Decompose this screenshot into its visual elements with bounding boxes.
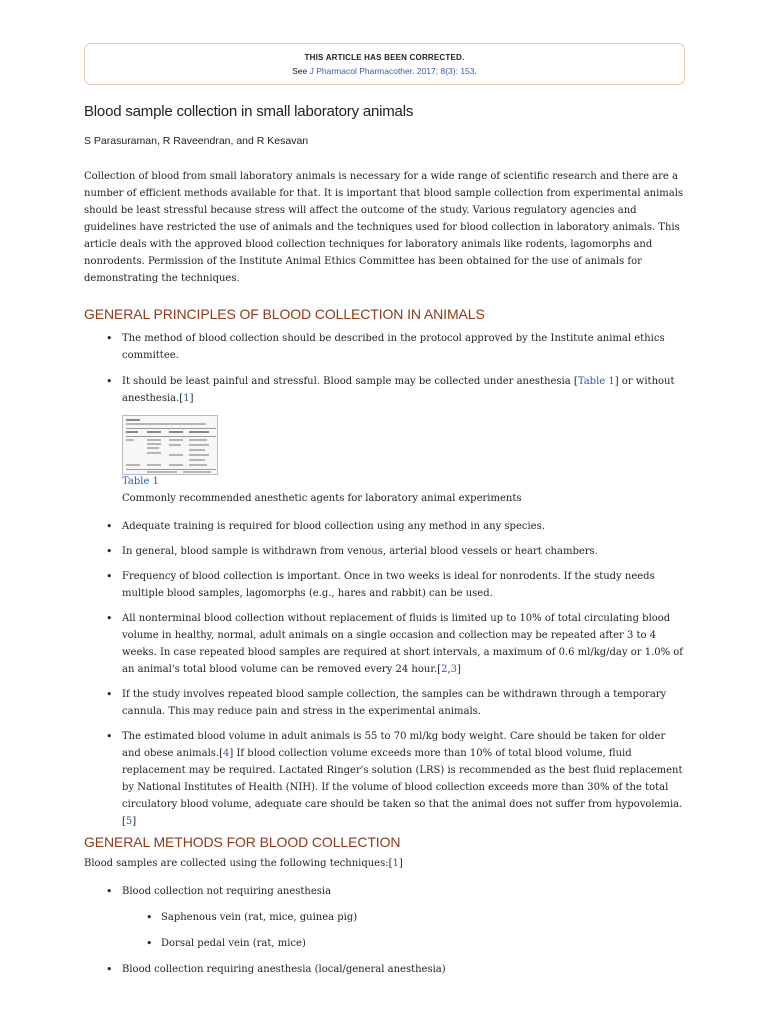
table-1-thumbnail[interactable]	[122, 415, 218, 475]
correction-notice-title: THIS ARTICLE HAS BEEN CORRECTED.	[304, 53, 465, 62]
article-title: Blood sample collection in small laboratory animals	[84, 103, 414, 120]
list-item-text: It should be least painful and stressful. Blood sample may be collected under anesthesia [	[122, 376, 578, 387]
abstract-paragraph: Collection of blood from small laboratory animals is necessary for a wide range of scientific research and there are a number of efficient methods available for that. It is important that blood sample collection from experimental animals should be least stressful because stress will affect the outcome of the study. Various regulatory agencies and guidelines have restricted the use of animals and the techniques used for blood collection in laboratory animals. This article deals with the approved blood collection techniques for laboratory animals like rodents, lagomorphs and nonrodents. Permission of the Institute Animal Ethics Committee has been obtained for the use of animals for demonstrating the techniques.	[84, 171, 684, 284]
list-item	[84, 686, 684, 720]
article-authors: S Parasuraman, R Raveendran, and R Kesavan	[84, 135, 309, 147]
methods-intro-text: ]	[398, 858, 403, 869]
list-item	[84, 543, 684, 560]
list-item-text: ] or without anesthesia.[	[122, 376, 675, 404]
list-item	[84, 935, 684, 952]
list-item	[84, 518, 684, 535]
principles-list-b	[84, 518, 684, 830]
table-1-link[interactable]: Table 1	[577, 376, 615, 387]
list-item-text: All nonterminal blood collection without replacement of fluids is limited up to 10% of total circulating blood volume in healthy, normal, adult animals on a single occasion and collection may be repeated after 3 to 4 weeks. In case repeated blood samples are required at short intervals, a maximum of 0.6 ml/kg/day or 1.0% of an animal's total blood volume can be removed every 24 hour.[	[122, 613, 684, 675]
correction-see-text: See	[292, 66, 310, 76]
list-item-text: Dorsal pedal vein (rat, mice)	[161, 938, 306, 949]
list-item-text: Adequate training is required for blood collection using any method in any species.	[122, 521, 545, 532]
methods-list	[84, 883, 684, 978]
section-heading-general-methods: GENERAL METHODS FOR BLOOD COLLECTION	[84, 834, 401, 850]
list-item-text: The estimated blood volume in adult animals is 55 to 70 ml/kg body weight. Care should be taken for older and obese animals.[	[122, 731, 666, 759]
list-item	[84, 330, 684, 364]
correction-notice-line	[85, 66, 684, 76]
list-item-text: ]	[457, 664, 461, 675]
methods-intro-text: Blood samples are collected using the following techniques:[	[84, 858, 393, 869]
correction-end-text: .	[474, 66, 477, 76]
correction-link[interactable]: J Pharmacol Pharmacother. 2017; 8(3): 153	[309, 66, 475, 76]
list-item-text: Blood collection requiring anesthesia (local/general anesthesia)	[122, 964, 446, 975]
list-item	[84, 568, 684, 602]
list-item-text: Frequency of blood collection is important. Once in two weeks is ideal for nonrodents. If the study needs multiple blood samples, lagomorphs (e.g., hares and rabbit) can be used.	[122, 571, 655, 599]
list-item-text: ,	[447, 664, 451, 675]
section-heading-general-principles: GENERAL PRINCIPLES OF BLOOD COLLECTION IN ANIMALS	[84, 306, 485, 322]
list-item	[84, 728, 684, 830]
list-item-text: Saphenous vein (rat, mice, guinea pig)	[161, 912, 358, 923]
reference-link[interactable]: 5	[125, 816, 133, 827]
list-item	[84, 909, 684, 926]
list-item	[84, 883, 684, 900]
list-item-text: ]	[189, 393, 194, 404]
list-item	[84, 961, 684, 978]
list-item	[84, 373, 684, 407]
reference-link[interactable]: 1	[392, 858, 399, 869]
reference-link[interactable]: 2	[441, 664, 448, 675]
reference-link[interactable]: 1	[183, 393, 190, 404]
list-item-text: ] If blood collection volume exceeds more than 10% of total blood volume, fluid replacement may be required. Lactated Ringer's solution (LRS) is recommended as the best fluid replacement by National Institutes of Health (NIH). If the volume of blood collection exceeds more than 30% of the total circulatory blood volume, adequate care should be taken so that the animal does not suffer from hypovolemia.[	[122, 748, 683, 827]
list-item-text: Blood collection not requiring anesthesia	[122, 886, 332, 897]
table-1-label[interactable]: Table 1	[122, 476, 159, 487]
reference-link[interactable]: 3	[450, 664, 458, 675]
principles-list-a	[84, 330, 684, 407]
list-item-text: The method of blood collection should be described in the protocol approved by the Institute animal ethics committee.	[122, 333, 665, 361]
list-item-text: In general, blood sample is withdrawn from venous, arterial blood vessels or heart chambers.	[122, 546, 598, 557]
table-1-caption: Commonly recommended anesthetic agents for laboratory animal experiments	[122, 493, 522, 504]
correction-notice	[84, 43, 685, 85]
list-item-text: If the study involves repeated blood sample collection, the samples can be withdrawn through a temporary cannula. This may reduce pain and stress in the experimental animals.	[122, 689, 667, 717]
list-item	[84, 610, 684, 678]
reference-link[interactable]: 4	[223, 748, 230, 759]
methods-intro	[84, 858, 403, 869]
list-item-text: ]	[132, 816, 137, 827]
